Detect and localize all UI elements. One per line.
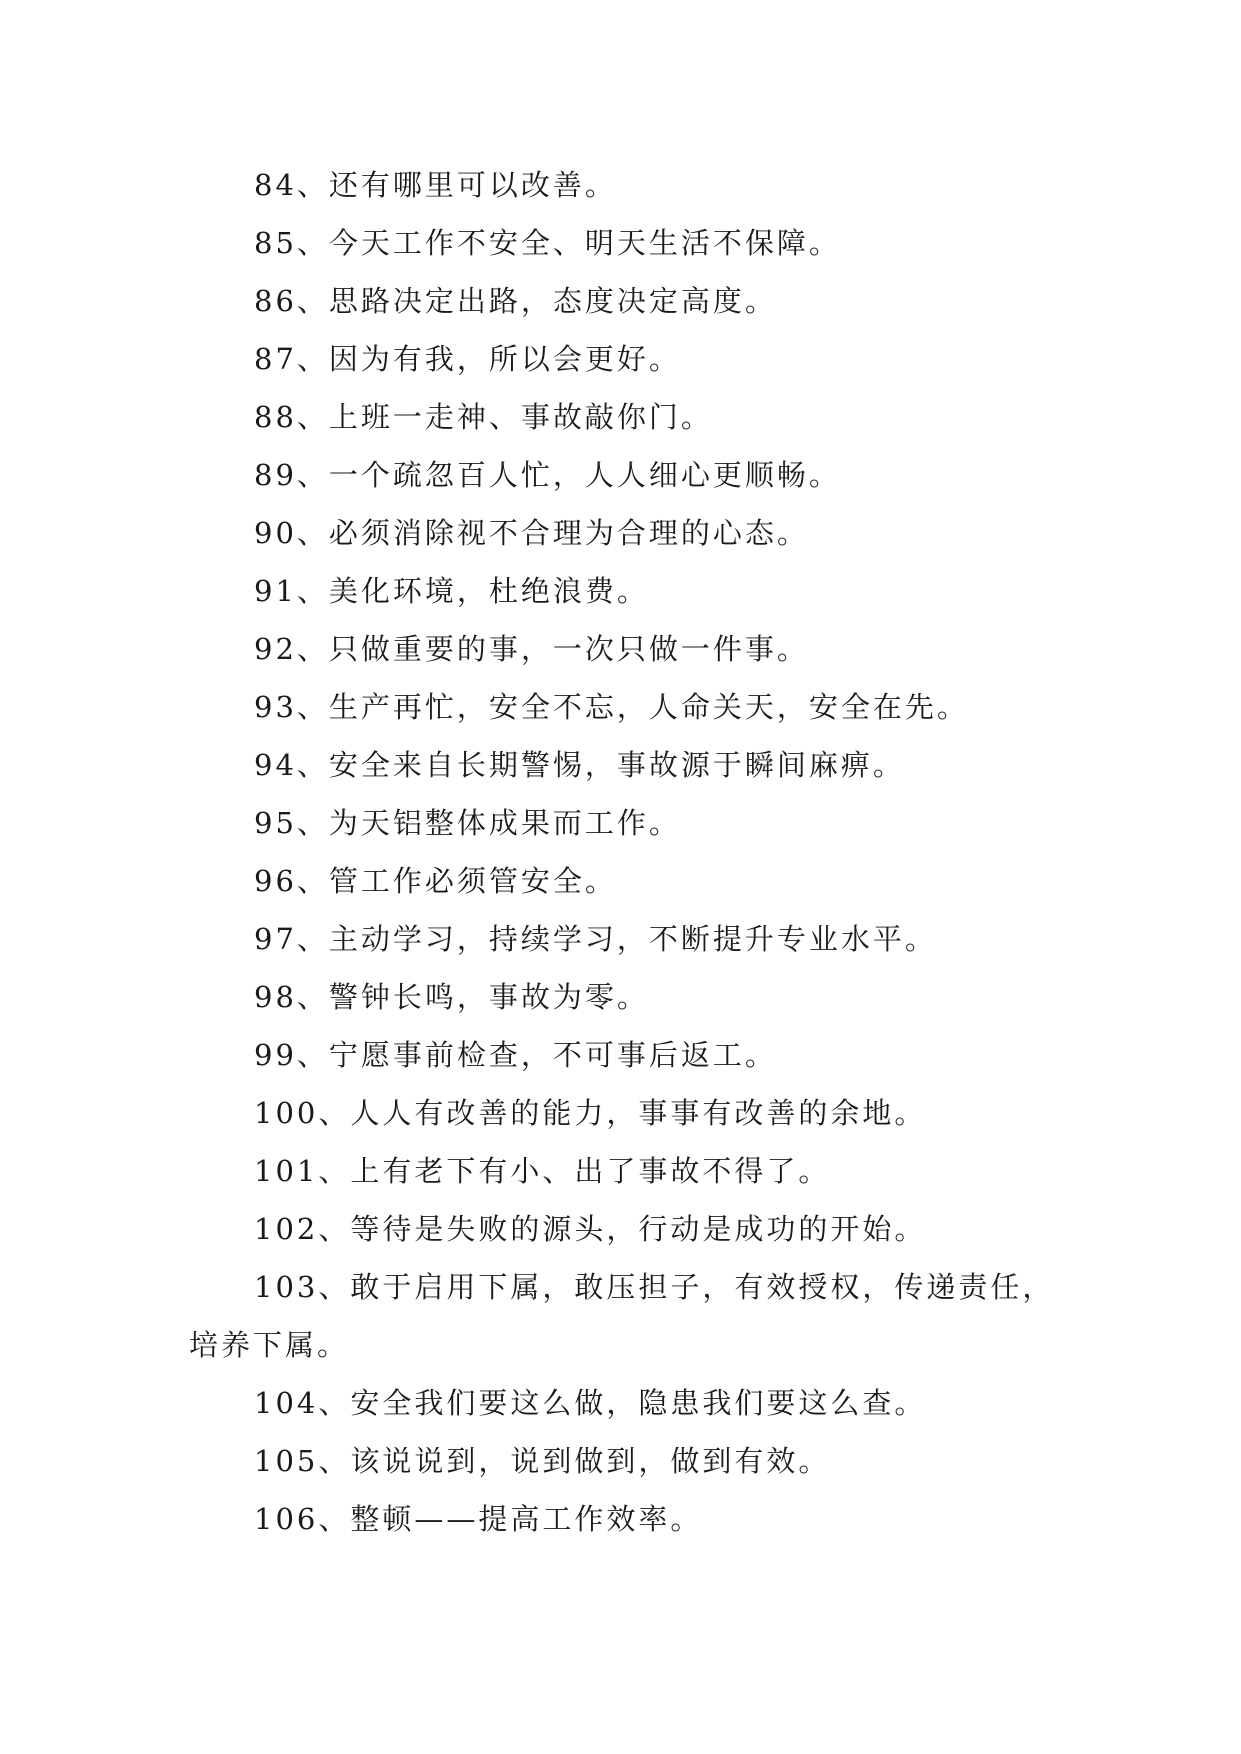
slogan-line: 96、管工作必须管安全。 bbox=[254, 864, 617, 898]
slogan-line: 87、因为有我，所以会更好。 bbox=[254, 342, 681, 376]
slogan-line: 106、整顿——提高工作效率。 bbox=[254, 1502, 703, 1536]
slogan-line: 89、一个疏忽百人忙，人人细心更顺畅。 bbox=[254, 458, 841, 492]
slogan-line: 88、上班一走神、事故敲你门。 bbox=[254, 400, 713, 434]
slogan-line: 90、必须消除视不合理为合理的心态。 bbox=[254, 516, 809, 550]
slogan-line: 92、只做重要的事，一次只做一件事。 bbox=[254, 632, 809, 666]
slogan-line: 95、为天铝整体成果而工作。 bbox=[254, 806, 681, 840]
slogan-line: 99、宁愿事前检查，不可事后返工。 bbox=[254, 1038, 777, 1072]
slogan-line: 93、生产再忙，安全不忘，人命关天，安全在先。 bbox=[254, 690, 969, 724]
slogan-line: 97、主动学习，持续学习，不断提升专业水平。 bbox=[254, 922, 937, 956]
slogan-line: 100、人人有改善的能力，事事有改善的余地。 bbox=[254, 1096, 927, 1130]
slogan-line: 94、安全来自长期警惕，事故源于瞬间麻痹。 bbox=[254, 748, 905, 782]
slogan-line: 91、美化环境，杜绝浪费。 bbox=[254, 574, 649, 608]
slogan-line: 86、思路决定出路，态度决定高度。 bbox=[254, 284, 777, 318]
slogan-line: 103、敢于启用下属，敢压担子，有效授权，传递责任， bbox=[254, 1270, 1055, 1304]
slogan-line: 102、等待是失败的源头，行动是成功的开始。 bbox=[254, 1212, 927, 1246]
slogan-line-continuation: 培养下属。 bbox=[189, 1328, 350, 1362]
slogan-list bbox=[189, 156, 1079, 1548]
slogan-line: 98、警钟长鸣，事故为零。 bbox=[254, 980, 649, 1014]
slogan-line: 85、今天工作不安全、明天生活不保障。 bbox=[254, 226, 841, 260]
slogan-line: 84、还有哪里可以改善。 bbox=[254, 168, 617, 202]
slogan-line: 105、该说说到，说到做到，做到有效。 bbox=[254, 1444, 831, 1478]
slogan-line: 101、上有老下有小、出了事故不得了。 bbox=[254, 1154, 831, 1188]
slogan-line: 104、安全我们要这么做，隐患我们要这么查。 bbox=[254, 1386, 927, 1420]
